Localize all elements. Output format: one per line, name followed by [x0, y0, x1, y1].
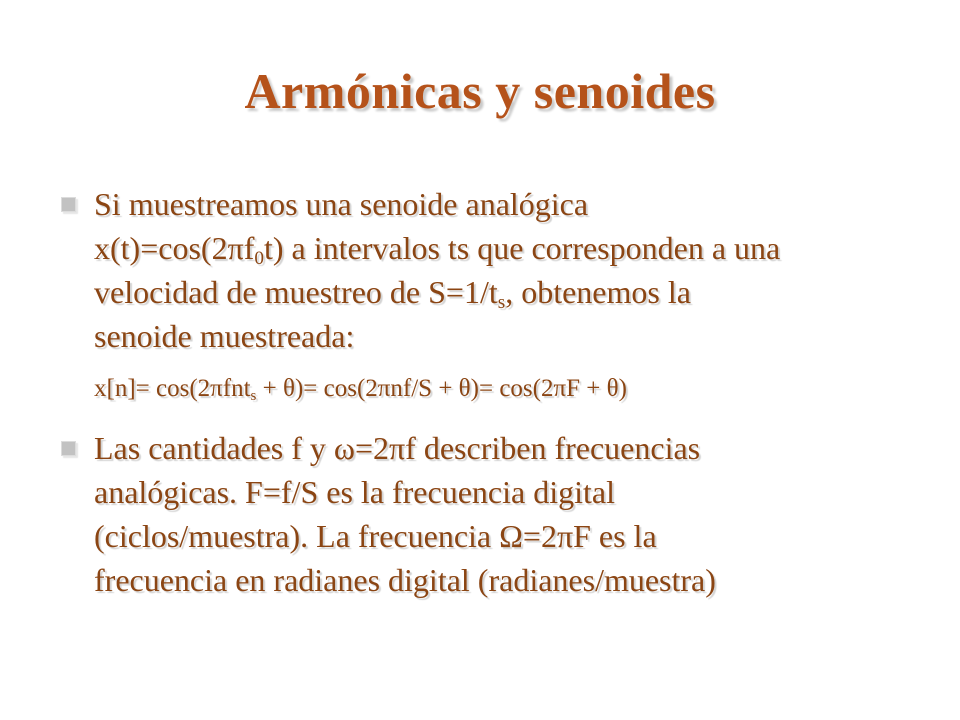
bullet-item-1: [94, 182, 914, 358]
sampled-sinusoid-formula: x[n]= cos(2πfnt$_s$ + θ)= cos(2πnf/S + θ)= cos(2πF + θ): [94, 375, 627, 404]
square-bullet-icon: [61, 441, 76, 456]
bullet-1-line-2: $x(t)=\cos(2\pi f_0t)$ a intervalos ts que corresponden a una: [94, 230, 781, 269]
bullet-2-line-2: analógicas. F=f/S es la frecuencia digital: [94, 474, 615, 510]
bullet-1-line-3: velocidad de muestreo de $S=1/t_s$, obtenemos la: [94, 274, 691, 313]
square-bullet-icon: [61, 197, 76, 212]
bullet-2-line-1: Las cantidades f y ω=2πf describen frecuencias: [94, 430, 701, 466]
bullet-1-line-1: Si muestreamos una senoide analógica: [94, 186, 589, 222]
bullet-1-line-4: senoide muestreada:: [94, 318, 355, 354]
bullet-item-2: [94, 426, 914, 602]
bullet-2-line-3: (ciclos/muestra). La frecuencia Ω=2πF es la: [94, 518, 657, 554]
slide-title: Armónicas y senoides: [244, 63, 716, 119]
bullet-2-line-4: frecuencia en radianes digital (radianes/muestra): [94, 562, 716, 598]
